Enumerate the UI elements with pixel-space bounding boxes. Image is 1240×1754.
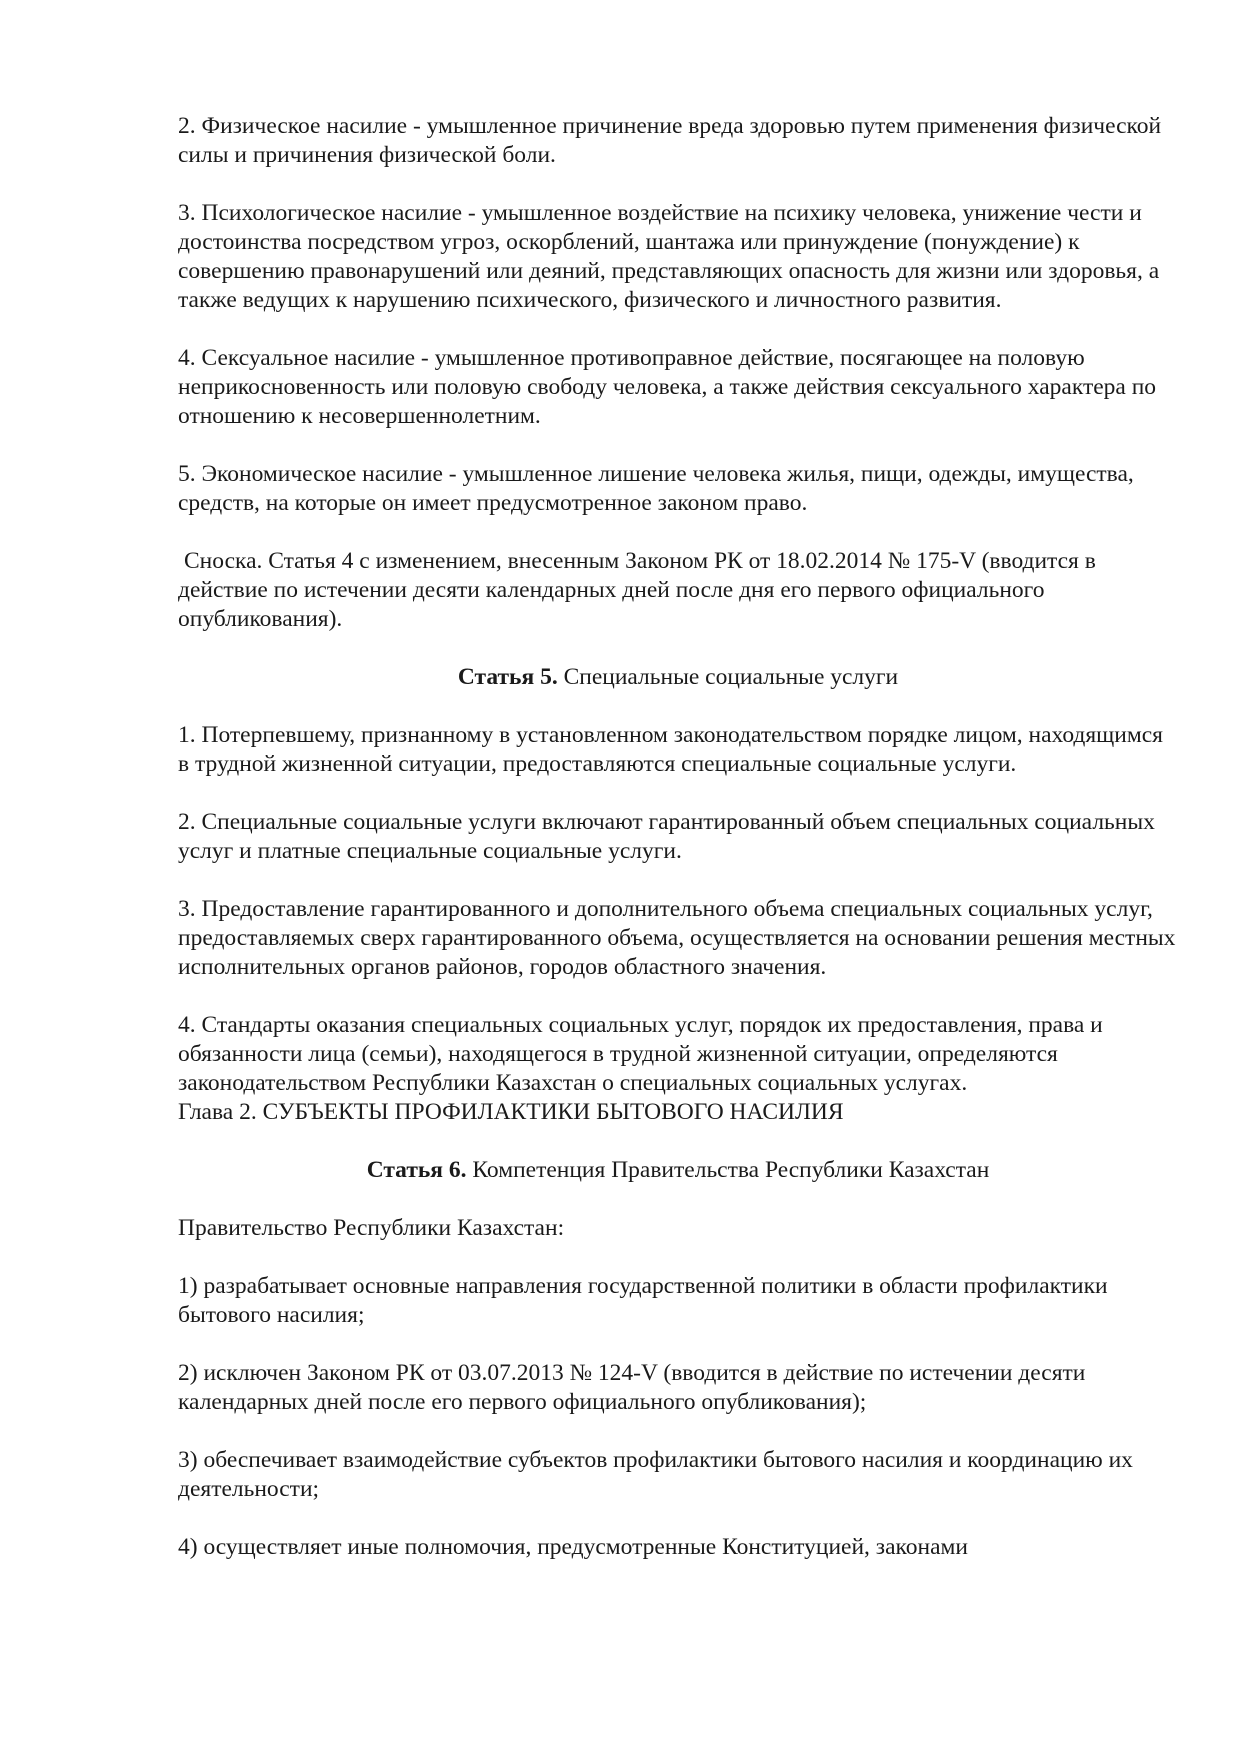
article6-item-1: 1) разрабатывает основные направления государственной политики в области профилактики бытового насилия; — [178, 1273, 1108, 1328]
article4-footnote: Сноска. Статья 4 с изменением, внесенным Законом РК от 18.02.2014 № 175-V (вводится в действие по истечении десяти календарных дней после дня его первого официального опубликования). — [178, 548, 1096, 632]
article5-label: Статья 5. — [457, 664, 558, 690]
article6-item-2: 2) исключен Законом РК от 03.07.2013 № 124-V (вводится в действие по истечении десяти календарных дней после его первого официального опубликования); — [178, 1360, 1086, 1415]
article4-item-2: 2. Физическое насилие - умышленное причинение вреда здоровью путем применения физической силы и причинения физической боли. — [178, 113, 1162, 168]
article6-intro: Правительство Республики Казахстан: — [178, 1215, 565, 1241]
article5-item-2: 2. Специальные социальные услуги включают гарантированный объем специальных социальных услуг и платные специальные социальные услуги. — [178, 809, 1155, 864]
article5-title: Специальные социальные услуги — [563, 664, 899, 690]
article4-item-3: 3. Психологическое насилие - умышленное воздействие на психику человека, унижение чести и достоинства посредством угроз, оскорблений, шантажа или принуждение (понуждение) к совершению правонарушений или деяний, представляющих опасность для жизни или здоровья, а также ведущих к нарушению психического, физического и личностного развития. — [178, 200, 1160, 313]
article5-item-3: 3. Предоставление гарантированного и дополнительного объема специальных социальных услуг, предоставляемых сверх гарантированного объема, осуществляется на основании решения местных исполнительных органов районов, городов областного значения. — [178, 896, 1176, 980]
article6-label: Статья 6. — [366, 1157, 467, 1183]
chapter2-title: Глава 2. СУБЪЕКТЫ ПРОФИЛАКТИКИ БЫТОВОГО НАСИЛИЯ — [178, 1099, 844, 1125]
article4-item-4: 4. Сексуальное насилие - умышленное противоправное действие, посягающее на половую неприкосновенность или половую свободу человека, а также действия сексуального характера по отношению к несовершеннолетним. — [178, 345, 1157, 429]
article6-heading — [178, 1156, 1178, 1185]
article5-item-1: 1. Потерпевшему, признанному в установленном законодательством порядке лицом, находящимся в трудной жизненной ситуации, предоставляются специальные социальные услуги. — [178, 722, 1163, 777]
article5-heading — [178, 663, 1178, 692]
article6-title: Компетенция Правительства Республики Казахстан — [472, 1157, 990, 1183]
article6-item-3: 3) обеспечивает взаимодействие субъектов профилактики бытового насилия и координацию их деятельности; — [178, 1447, 1133, 1502]
article4-item-5: 5. Экономическое насилие - умышленное лишение человека жилья, пищи, одежды, имущества, средств, на которые он имеет предусмотренное законом право. — [178, 461, 1134, 516]
document-page — [178, 112, 1178, 1591]
article6-item-4: 4) осуществляет иные полномочия, предусмотренные Конституцией, законами — [178, 1534, 968, 1560]
article5-item-4: 4. Стандарты оказания специальных социальных услуг, порядок их предоставления, права и обязанности лица (семьи), находящегося в трудной жизненной ситуации, определяются законодательством Республики Казахстан о специальных социальных услугах. — [178, 1012, 1103, 1096]
